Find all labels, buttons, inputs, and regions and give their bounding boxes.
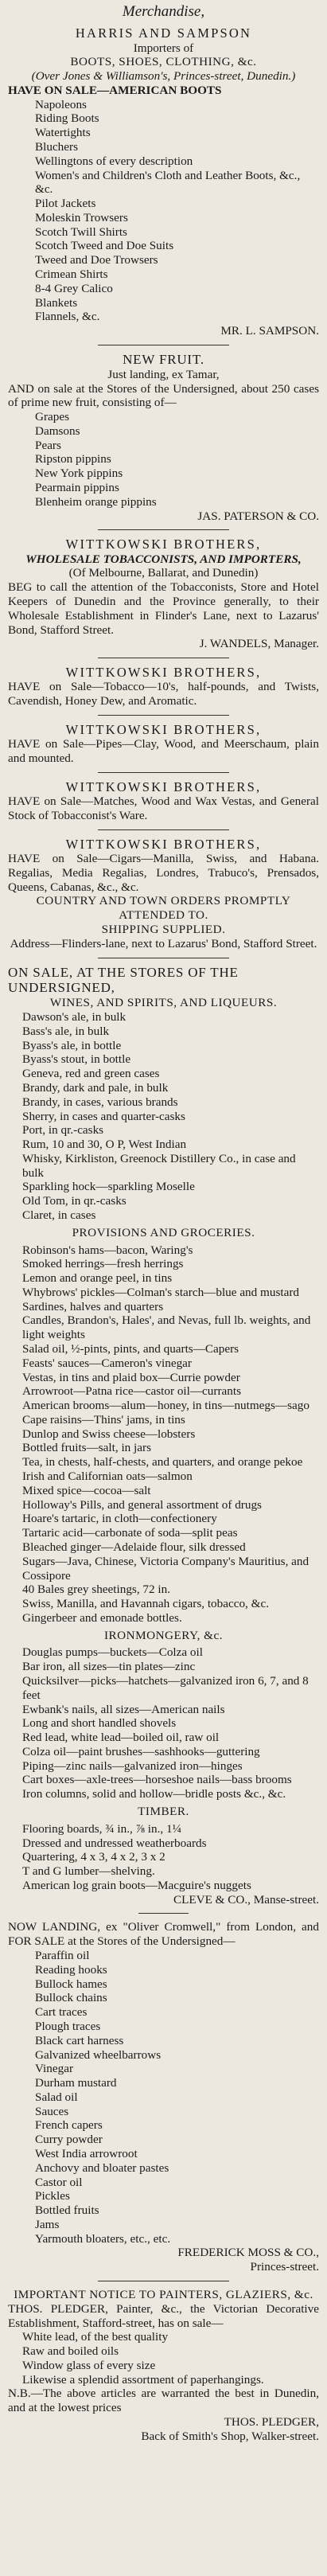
ad1-item: Scotch Tweed and Doe Suits [35,239,174,253]
ad8-timber-heading: TIMBER. [138,1805,189,1818]
ad2-item: Grapes [35,410,70,424]
ad8-provision-item: Sugars—Java, Chinese, Victoria Company's Mauritius, and Cossipore [22,1554,309,1583]
ad-wittkowski-cigars [8,837,319,951]
ad8-wine-item: Whisky, Kirkliston, Greenock Distillery Co., in case and bulk [22,1151,296,1180]
ad8-provision-item: Mixed spice—cocoa—salt [22,1483,151,1497]
ad4-firm: WITTKOWSKI BROTHERS, [65,665,262,681]
ad-cleve-stores [8,965,319,1907]
ad8-iron-item: Ewbank's nails, all sizes—American nails [22,1702,225,1716]
ad9-item: Reading hooks [35,1962,107,1977]
ad8-provision-item: Bottled fruits—salt, in jars [22,1441,151,1455]
ad8-iron-item: Bar iron, all sizes—tin plates—zinc [22,1660,196,1674]
divider [98,715,228,716]
ad-frederick-moss [8,1920,319,2274]
ad9-item: Black cart harness [35,2033,124,2047]
ad8-wine-item: Dawson's ale, in bulk [22,1010,127,1025]
ad9-item: West India arrowroot [35,2146,138,2160]
ad8-provision-item: Tea, in chests, half-chests, and quarters, and orange pekoe [22,1455,303,1469]
ad10-title: IMPORTANT NOTICE TO PAINTERS, GLAZIERS, &c. [14,2288,313,2301]
ad8-timber-item: Flooring boards, ¾ in., ⅞ in., 1¼ [22,1821,181,1836]
ad8-wine-item: Byass's ale, in bottle [22,1038,122,1052]
ad10-item: Raw and boiled oils [22,2344,119,2359]
ad9-item: Paraffin oil [35,1949,90,1963]
ad9-item: Anchovy and bloater pastes [35,2160,169,2175]
ad8-provision-item: Feasts' sauces—Cameron's vinegar [22,1356,192,1370]
divider [98,829,228,830]
ad1-item: Wellingtons of every description [35,154,193,168]
ad1-item: Riding Boots [35,111,99,126]
ad8-wine-item: Bass's ale, in bulk [22,1024,110,1038]
ad8-provision-item: Vestas, in tins and plaid box—Currie powder [22,1370,240,1384]
ad9-item: Cart traces [35,2005,88,2020]
ad8-wine-item: Sherry, in cases and quarter-casks [22,1109,185,1123]
ad2-item: Ripston pippins [35,452,111,466]
ad-harris-sampson [8,25,319,338]
ad8-wine-item: Port, in qr.-casks [22,1123,104,1138]
ad10-body: THOS. PLEDGER, Painter, &c., the Victorian Decorative Establishment, Stafford-street, has on sale— [8,2301,319,2330]
ad1-trade: Importers of [133,41,194,55]
ad8-provision-item: Sardines, halves and quarters [22,1299,164,1313]
ad9-item: Jams [35,2217,60,2231]
ad1-item: Pilot Jackets [35,197,96,211]
ad8-provision-item: Irish and Californian oats—salmon [22,1469,193,1484]
ad1-item: Blankets [35,295,78,310]
ad1-item: Flannels, &c. [35,310,100,324]
ad8-provision-item: Salad oil, ½-pints, pints, and quarts—Capers [22,1342,239,1356]
ad1-item: Women's and Children's Cloth and Leather Boots, &c., &c. [35,168,301,197]
divider [138,1913,189,1914]
divider [98,772,228,773]
ad2-body: AND on sale at the Stores of the Undersigned, about 250 cases of prime new fruit, consisting of— [8,381,319,410]
ad8-iron-item: Douglas pumps—buckets—Colza oil [22,1645,203,1660]
ad-pledger-notice [8,2288,319,2444]
ad8-provision-item: Lemon and orange peel, in tins [22,1271,173,1286]
ad9-item: Vinegar [35,2062,74,2076]
ad6-body: HAVE on Sale—Matches, Wood and Wax Vestas, and General Stock of Tobacconist's Ware. [8,794,319,822]
ad2-item: Damsons [35,423,80,438]
ad10-item: Window glass of every size [22,2358,156,2372]
ad-wittkowski-main [8,537,319,651]
ad1-item: Moleskin Trowsers [35,210,128,224]
ad8-wines-heading: WINES, AND SPIRITS, AND LIQUEURS. [49,996,278,1010]
ad8-headline: ON SALE, AT THE STORES OF THE UNDERSIGNED, [8,964,239,996]
ad1-item: Crimean Shirts [35,267,108,282]
ad1-item: Napoleons [35,97,87,111]
ad9-item: Pickles [35,2189,70,2203]
ad6-firm: WITTKOWSKI BROTHERS, [65,779,262,794]
ad10-item: White lead, of the best quality [22,2330,169,2344]
ad8-sundry-item: 40 Bales grey sheetings, 72 in. [22,1583,171,1597]
ad8-provision-item: Robinson's hams—bacon, Waring's [22,1243,193,1257]
ad8-provision-item: Hoare's tartaric, in cloth—confectionery [22,1512,217,1526]
ad-new-fruit [8,352,319,523]
ad9-item: Salad oil [35,2090,78,2104]
ad8-provision-item: Dunlop and Swiss cheese—lobsters [22,1427,196,1441]
ad3-location: (Of Melbourne, Ballarat, and Dunedin) [68,566,259,580]
ad1-item: 8-4 Grey Calico [35,281,113,295]
ad8-wine-item: Old Tom, in qr.-casks [22,1194,127,1208]
ad8-timber-item: T and G lumber—shelving. [22,1864,155,1879]
ad-wittkowski-tobacco [8,665,319,708]
ad8-provision-item: Cape raisins—Thins' jams, in tins [22,1412,185,1427]
ad7-address: Address—Flinders-lane, next to Lazarus' Bond, Stafford Street. [10,936,317,950]
ad9-item: Bottled fruits [35,2203,99,2218]
ad10-item: Likewise a splendid assortment of paperhangings. [22,2372,264,2387]
ad1-item: Tweed and Doe Trowsers [35,253,158,267]
ad1-intro: HAVE ON SALE—AMERICAN BOOTS [8,83,222,97]
ad-wittkowski-pipes [8,722,319,766]
ad9-item: French capers [35,2118,103,2133]
ad9-item: Bullock hames [35,1977,107,1991]
ad1-item: Watertights [35,126,91,140]
ad1-firm: HARRIS AND SAMPSON [75,25,252,41]
ad8-iron-item: Long and short handled shovels [22,1716,177,1731]
ad2-item: Pears [35,438,61,452]
ad2-title: NEW FRUIT. [123,351,204,367]
ad8-timber-item: Quartering, 4 x 3, 4 x 2, 3 x 2 [22,1850,165,1864]
ad5-firm: WITTKOWSKI BROTHERS, [65,722,262,738]
ad3-body: BEG to call the attention of the Tobacconists, Store and Hotel Keepers of Dunedin and the Province generally, to their Wholesale Establishment in Flinder's Lane, next to Lazarus' Bond, Stafford Street. [8,580,319,637]
ad9-item: Curry powder [35,2133,103,2147]
ad8-footer: American log grain boots—Macguire's nuggets [22,1878,251,1892]
ad8-provision-item: Whybrows' pickles—Colman's starch—blue and mustard [22,1285,299,1299]
ad9-signature: FREDERICK MOSS & CO., [177,2246,319,2260]
ad7-shipping: SHIPPING SUPPLIED. [101,922,226,936]
ad7-firm: WITTKOWSKI BROTHERS, [65,836,262,852]
ad8-provision-item: Bleached ginger—Adelaide flour, silk dressed [22,1540,246,1554]
ad3-subtitle: WHOLESALE TOBACCONISTS, AND IMPORTERS, [25,552,302,566]
ad8-iron-item: Piping—zinc nails—galvanized iron—hinges [22,1758,243,1773]
ad8-provision-item: American brooms—alum—honey, in tins—nutmegs—sago [22,1399,309,1413]
section-heading: Merchandise, [122,3,205,20]
ad4-body: HAVE on Sale—Tobacco—10's, half-pounds, and Twists, Cavendish, Honey Dew, and Aromatic. [8,680,319,708]
ad2-item: Blenheim orange pippins [35,494,157,509]
ad10-address: Back of Smith's Shop, Walker-street. [141,2429,319,2443]
ad8-wine-item: Byass's stout, in bottle [22,1052,131,1067]
ad8-sundry-item: Swiss, Manilla, and Havannah cigars, tobacco, &c. [22,1597,269,1611]
ad8-iron-item: Quicksilver—picks—hatchets—galvanized iron 6, 7, and 8 feet [22,1673,309,1702]
ad9-item: Yarmouth bloaters, etc., etc. [35,2231,171,2246]
ad9-address: Princes-street. [250,2260,319,2274]
ad1-item: Bluchers [35,139,78,154]
ad8-iron-item: Red lead, white lead—boiled oil, raw oil [22,1731,220,1745]
ad8-wine-item: Rum, 10 and 30, O P, West Indian [22,1138,187,1152]
ad3-firm: WITTKOWSKI BROTHERS, [65,537,262,552]
ad3-signature: J. WANDELS, Manager. [199,637,319,651]
ad7-notice: COUNTRY AND TOWN ORDERS PROMPTLY ATTENDED TO. [36,894,291,923]
ad1-goods: BOOTS, SHOES, CLOTHING, &c. [70,55,257,69]
ad8-wine-item: Geneva, red and green cases [22,1067,160,1081]
ad5-body: HAVE on Sale—Pipes—Clay, Wood, and Meerschaum, plain and mounted. [8,737,319,766]
ad8-wine-item: Sparkling hock—sparkling Moselle [22,1180,195,1194]
ad7-body: HAVE on Sale—Cigars—Manilla, Swiss, and Habana. Regalias, Media Regalias, Londres, Trabuco's, Prensados, Queens, Cabanas, &c., &c. [8,852,319,894]
ad8-provision-item: Candles, Brandon's, Hales', and Nevas, full lb. weights, and light weights [22,1313,311,1342]
ad8-wine-item: Brandy, dark and pale, in bulk [22,1080,169,1095]
ad2-arrival: Just landing, ex Tamar, [107,367,220,381]
ad8-iron-heading: IRONMONGERY, &c. [103,1628,224,1642]
ad9-item: Plough traces [35,2019,101,2033]
ad1-item: Scotch Twill Shirts [35,224,127,239]
ad8-provision-item: Arrowroot—Patna rice—castor oil—currants [22,1384,241,1399]
ad2-item: New York pippins [35,466,123,481]
ad9-item: Castor oil [35,2175,83,2189]
ad-wittkowski-matches [8,779,319,823]
ad8-provision-item: Smoked herrings—fresh herrings [22,1257,184,1271]
ad9-item: Galvanized wheelbarrows [35,2047,162,2062]
ad8-iron-item: Colza oil—paint brushes—sashhooks—guttering [22,1744,260,1758]
ad2-signature: JAS. PATERSON & CO. [197,509,319,523]
ad8-signature: CLEVE & CO., Manse-street. [173,1892,319,1907]
ad10-note: N.B.—The above articles are warranted the best in Dunedin, and at the lowest prices [8,2387,319,2415]
ad9-headline: NOW LANDING, ex "Oliver Cromwell," from London, and FOR SALE at the Stores of the Undersigned— [8,1920,319,1949]
ad9-item: Durham mustard [35,2076,117,2090]
ad9-item: Bullock chains [35,1991,107,2005]
ad8-wine-item: Claret, in cases [22,1208,96,1222]
ad1-signature: MR. L. SAMPSON. [220,324,319,338]
ad10-signature: THOS. PLEDGER, [224,2415,319,2430]
ad8-iron-item: Iron columns, solid and hollow—bridle posts &c., &c. [22,1787,286,1801]
ad8-provision-item: Tartaric acid—carbonate of soda—split peas [22,1526,238,1540]
ad1-address: (Over Jones & Williamson's, Princes-street, Dunedin.) [31,69,296,84]
ad8-wine-item: Brandy, in cases, various brands [22,1095,178,1109]
ad8-iron-item: Cart boxes—axle-trees—horseshoe nails—bass brooms [22,1773,292,1787]
ad8-provisions-heading: PROVISIONS AND GROCERIES. [72,1225,255,1239]
ad9-item: Sauces [35,2104,69,2118]
ad2-item: Pearmain pippins [35,481,119,495]
divider [98,529,228,530]
ad8-timber-item: Dressed and undressed weatherboards [22,1836,207,1850]
ad8-sundry-item: Gingerbeer and emonade bottles. [22,1610,182,1625]
ad8-provision-item: Holloway's Pills, and general assortment of drugs [22,1497,262,1512]
